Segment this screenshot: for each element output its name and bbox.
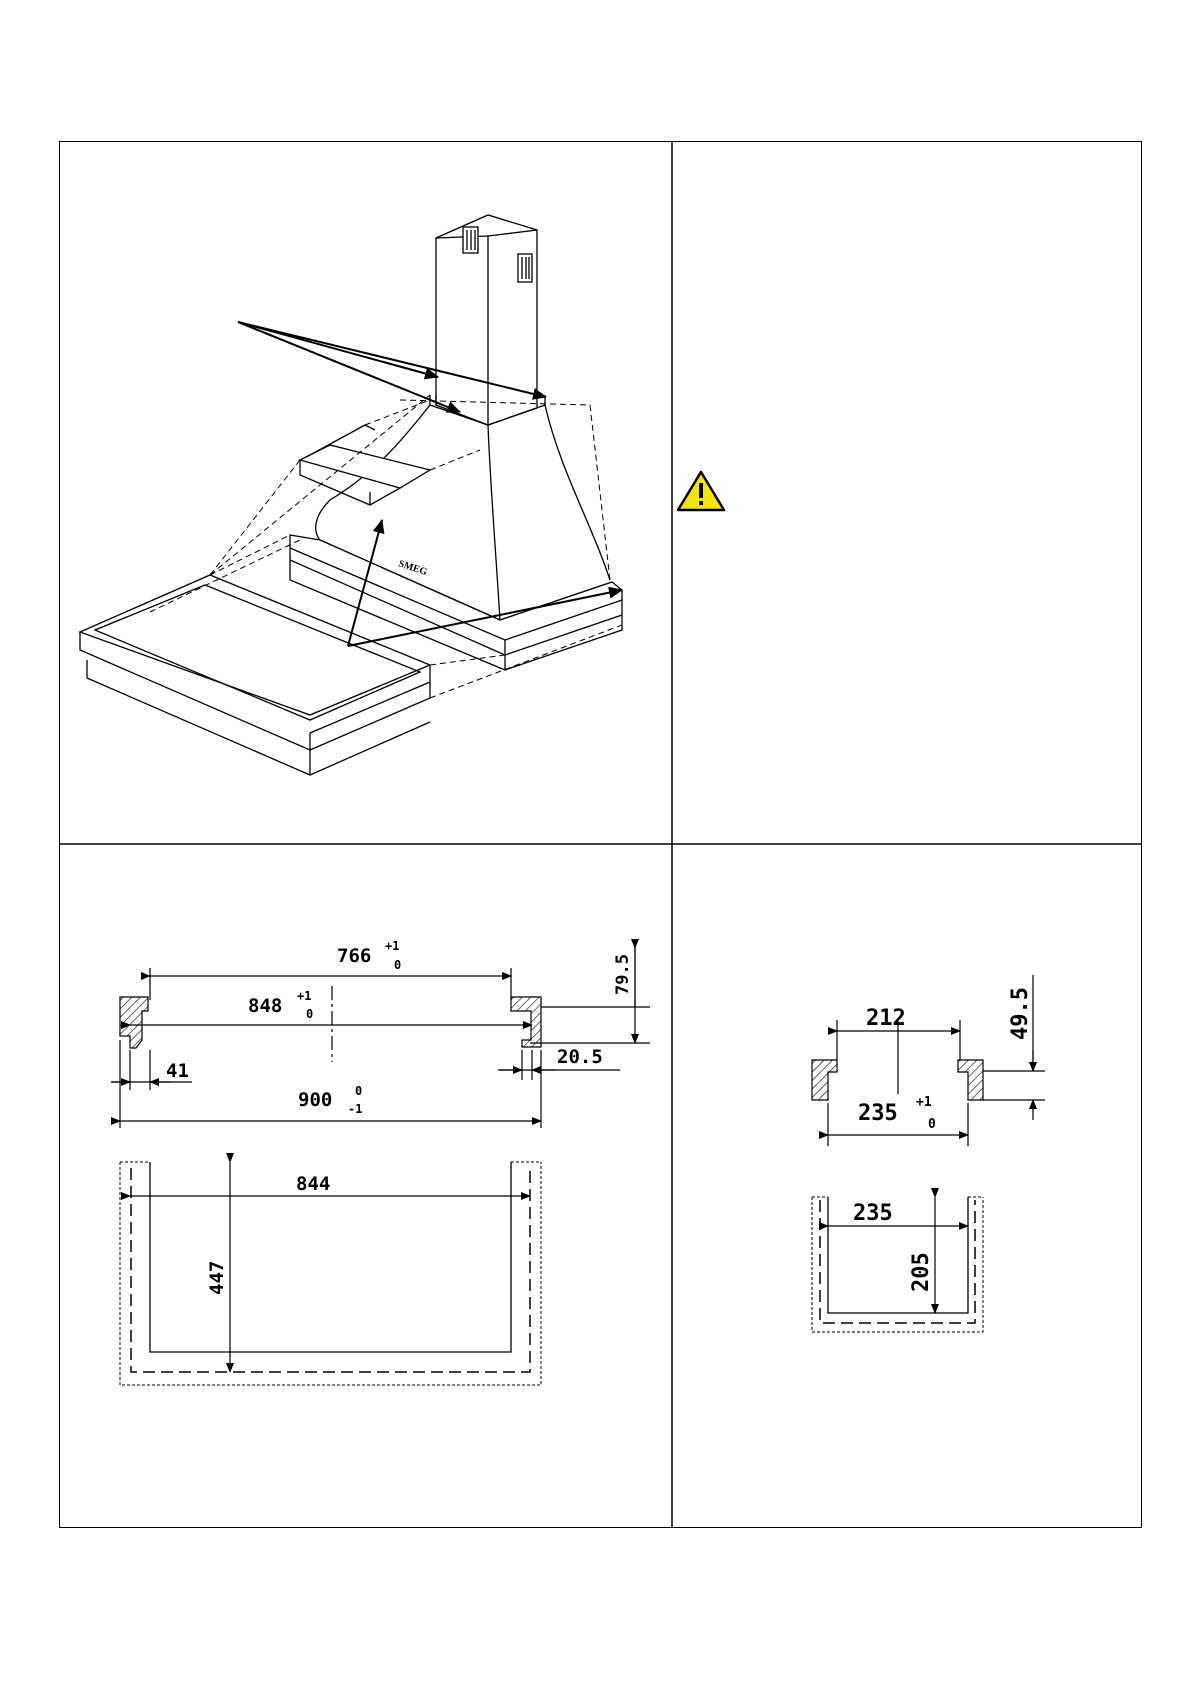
dim-79-5: 79.5 bbox=[613, 954, 633, 995]
dim-900-tol-upper: 0 bbox=[355, 1084, 363, 1098]
dimension-labels-small bbox=[858, 987, 1033, 1132]
dim-20-5: 20.5 bbox=[557, 1046, 603, 1068]
dim-235-top-value: 235 bbox=[858, 1101, 898, 1126]
dim-844: 844 bbox=[296, 1173, 331, 1195]
dim-766-tol-lower: 0 bbox=[394, 958, 402, 972]
dim-766-tol-upper: +1 bbox=[385, 939, 400, 953]
hood-logo: SMEG bbox=[397, 558, 429, 578]
dim-49-5: 49.5 bbox=[1008, 987, 1033, 1040]
dim-447: 447 bbox=[206, 1260, 228, 1295]
dimension-labels-large bbox=[166, 939, 633, 1116]
dim-235-top-tol-lower: 0 bbox=[928, 1117, 936, 1132]
dim-900-tol-lower: -1 bbox=[348, 1102, 363, 1116]
warning-icon bbox=[678, 472, 724, 510]
dim-900-value: 900 bbox=[298, 1089, 333, 1111]
dim-212: 212 bbox=[866, 1006, 906, 1031]
dim-848-value: 848 bbox=[248, 995, 283, 1017]
plan-large bbox=[120, 1162, 541, 1385]
dim-848-tol-lower: 0 bbox=[306, 1007, 314, 1021]
dim-41: 41 bbox=[166, 1060, 189, 1082]
dim-848-tol-upper: +1 bbox=[297, 989, 312, 1003]
section-large bbox=[111, 945, 650, 1128]
dim-235-top-tol-upper: +1 bbox=[916, 1095, 932, 1110]
dim-205: 205 bbox=[909, 1252, 934, 1292]
plan-small bbox=[812, 1197, 983, 1332]
hood-isometric-drawing bbox=[80, 215, 622, 775]
dim-766-value: 766 bbox=[337, 945, 372, 967]
dim-235-bottom: 235 bbox=[853, 1201, 893, 1226]
